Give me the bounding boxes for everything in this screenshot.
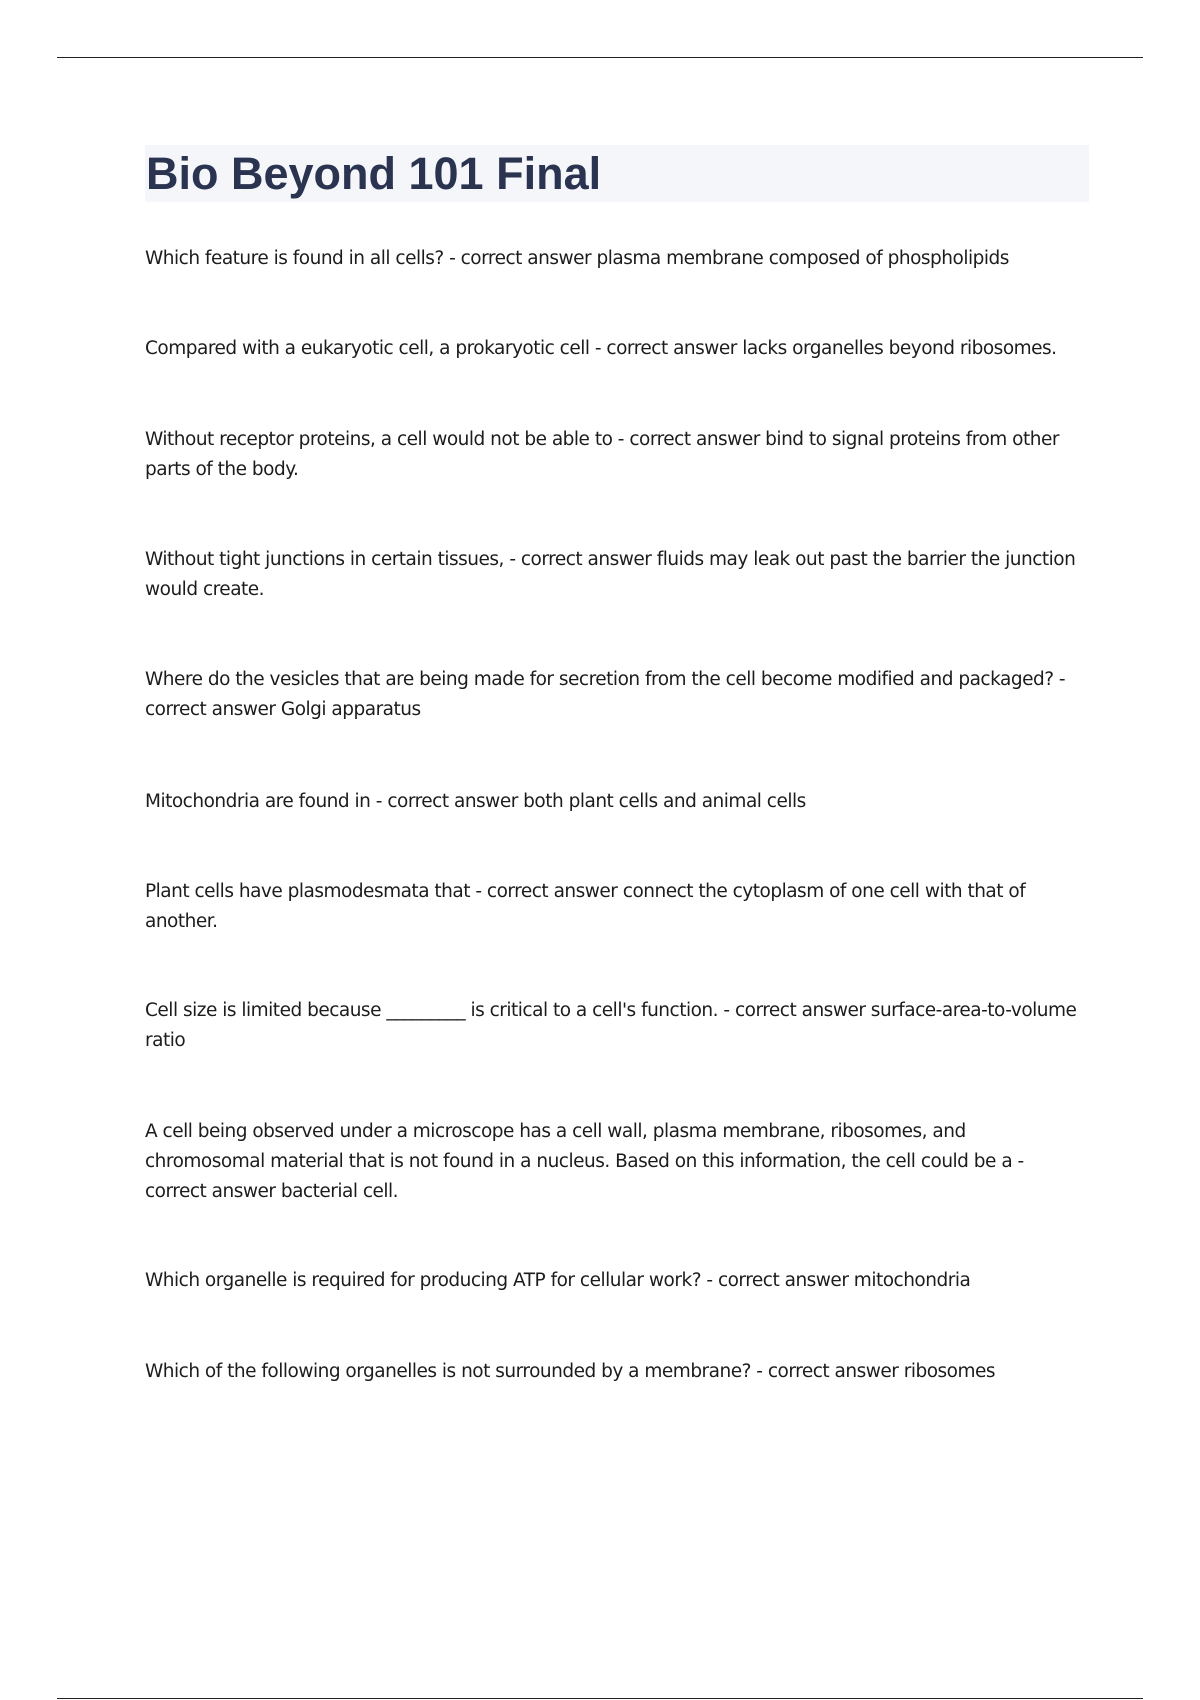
qa-item-11: Which of the following organelles is not surrounded by a membrane? - correct answer ribosomes [145,1361,996,1382]
qa-item-10: Which organelle is required for producing ATP for cellular work? - correct answer mitochondria [145,1270,971,1291]
title-banner [145,145,1089,202]
qa-item-9: A cell being observed under a microscope has a cell wall, plasma membrane, ribosomes, and chromosomal material that is not found in a nucleus. Based on this information, the cell could be a - correct answer bacterial cell. [145,1121,1024,1202]
top-rule [57,57,1143,58]
qa-item-2: Compared with a eukaryotic cell, a prokaryotic cell - correct answer lacks organelles beyond ribosomes. [145,338,1057,359]
qa-item-6: Mitochondria are found in - correct answer both plant cells and animal cells [145,791,806,812]
qa-item-4: Without tight junctions in certain tissues, - correct answer fluids may leak out past the barrier the junction would create. [145,549,1076,600]
qa-item-3: Without receptor proteins, a cell would not be able to - correct answer bind to signal proteins from other parts of the body. [145,429,1059,480]
qa-item-1: Which feature is found in all cells? - correct answer plasma membrane composed of phospholipids [145,248,1009,269]
qa-item-5: Where do the vesicles that are being made for secretion from the cell become modified and packaged? - correct answer Golgi apparatus [145,669,1066,720]
qa-item-7: Plant cells have plasmodesmata that - correct answer connect the cytoplasm of one cell with that of another. [145,881,1026,932]
qa-item-8: Cell size is limited because _________ is critical to a cell's function. - correct answer surface-area-to-volume ratio [145,1000,1077,1051]
bottom-rule [57,1698,1143,1699]
page-title: Bio Beyond 101 Final [146,148,602,199]
